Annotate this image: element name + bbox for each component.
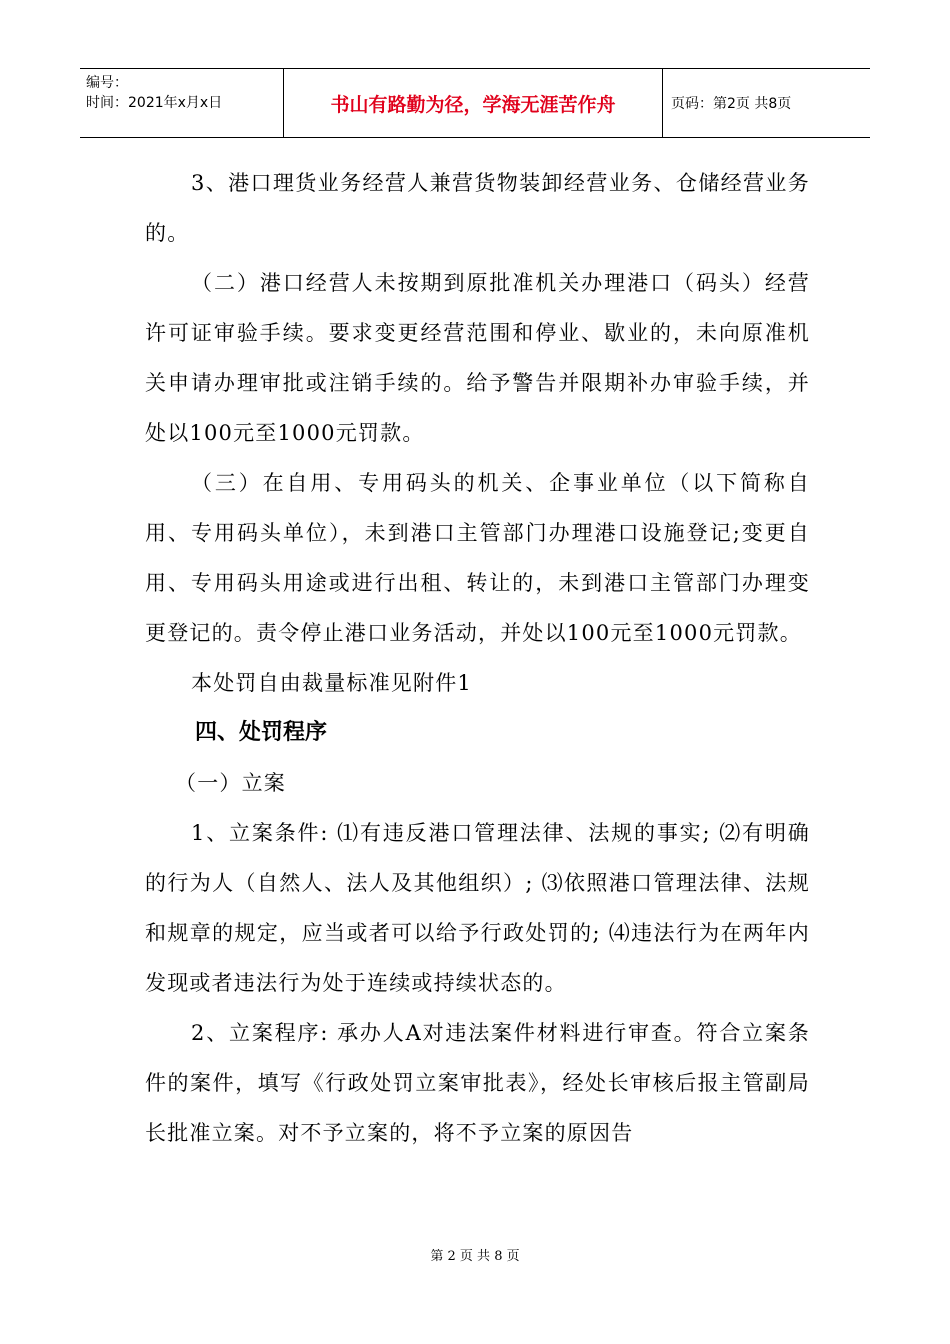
subsection-heading: （一）立案 [175, 771, 286, 795]
paragraph-1: 3、港口理货业务经营人兼营货物装卸经营业务、仓储经营业务的。 [145, 171, 810, 245]
header-meta [80, 69, 283, 137]
page-footer: 第 2 页 共 8 页 [430, 1249, 520, 1264]
document-body [145, 158, 810, 1158]
paragraph-4: 本处罚自由裁量标准见附件1 [191, 671, 472, 695]
page-header [80, 68, 870, 138]
time-label: 时间：2021年x月x日 [86, 95, 223, 111]
number-label: 编号： [86, 75, 128, 91]
section-heading: 四、处罚程序 [195, 720, 328, 745]
header-motto: 书山有路勤为径，学海无涯苦作舟 [283, 69, 663, 137]
paragraph-2: （二）港口经营人未按期到原批准机关办理港口（码头）经营许可证审验手续。要求变更经营范围和停业、歇业的，未向原准机关申请办理审批或注销手续的。给予警告并限期补办审验手续，并处以100元至1000元罚款。 [145, 271, 810, 445]
paragraph-6: 2、立案程序: 承办人A对违法案件材料进行审查。符合立案条件的案件，填写《行政处罚立案审批表》，经处长审核后报主管副局长批准立案。对不予立案的，将不予立案的原因告 [145, 1021, 810, 1145]
header-page-info: 页码：第2页 共8页 [671, 96, 792, 112]
paragraph-5: 1、立案条件: ⑴有违反港口管理法律、法规的事实; ⑵有明确的行为人（自然人、法人及其他组织）; ⑶依照港口管理法律、法规和规章的规定，应当或者可以给予行政处罚的; ⑷违法行为在两年内发现或者违法行为处于连续或持续状态的。 [145, 821, 810, 995]
paragraph-3: （三）在自用、专用码头的机关、企事业单位（以下简称自用、专用码头单位），未到港口主管部门办理港口设施登记;变更自用、专用码头用途或进行出租、转让的，未到港口主管部门办理变更登记的。责令停止港口业务活动，并处以100元至1000元罚款。 [145, 471, 810, 645]
